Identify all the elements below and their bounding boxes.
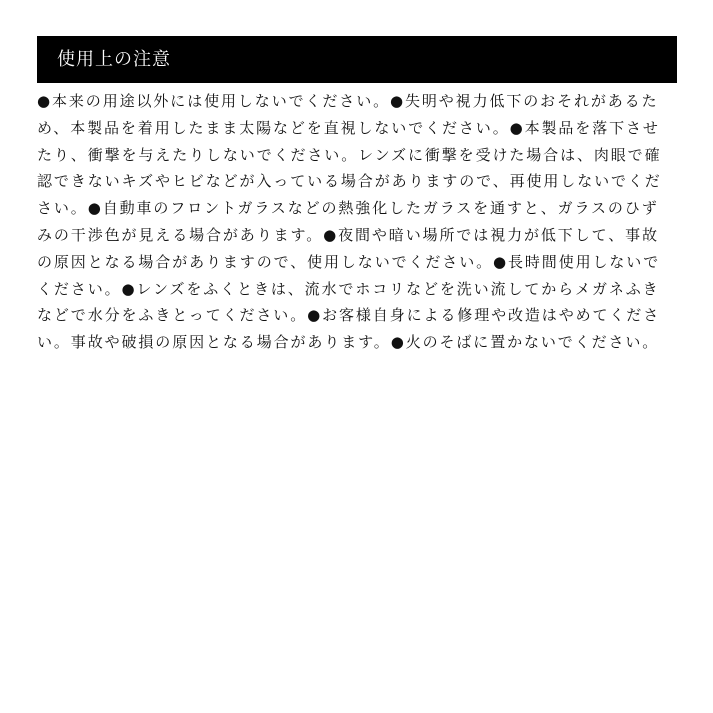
caution-text-line: い。事故や破損の原因となる場合があります。●火のそばに置かないでください。 (37, 333, 660, 352)
caution-text-line: みの干渉色が見える場合があります。●夜間や暗い場所では視力が低下して、事故 (37, 225, 659, 244)
caution-text-line: め、本製品を着用したまま太陽などを直視しないでください。●本製品を落下させ (37, 118, 660, 137)
caution-text-line: ください。●レンズをふくときは、流水でホコリなどを洗い流してからメガネふき (37, 279, 660, 298)
caution-text-line: などで水分をふきとってください。●お客様自身による修理や改造はやめてくださ (37, 306, 661, 325)
caution-text-line: ●本来の用途以外には使用しないでください。●失明や視力低下のおそれがあるた (37, 92, 659, 110)
caution-text-block (37, 88, 677, 356)
section-title: 使用上の注意 (57, 49, 171, 70)
section-header (37, 36, 677, 83)
caution-text-line: の原因となる場合がありますので、使用しないでください。●長時間使用しないで (37, 252, 661, 271)
caution-text-line: たり、衝撃を与えたりしないでください。レンズに衝撃を受けた場合は、肉眼で確 (37, 145, 662, 164)
caution-text-line: 認できないキズやヒビなどが入っている場合がありますので、再使用しないでくだ (37, 172, 662, 191)
caution-text-line: さい。●自動車のフロントガラスなどの熱強化したガラスを通すと、ガラスのひず (37, 199, 659, 218)
